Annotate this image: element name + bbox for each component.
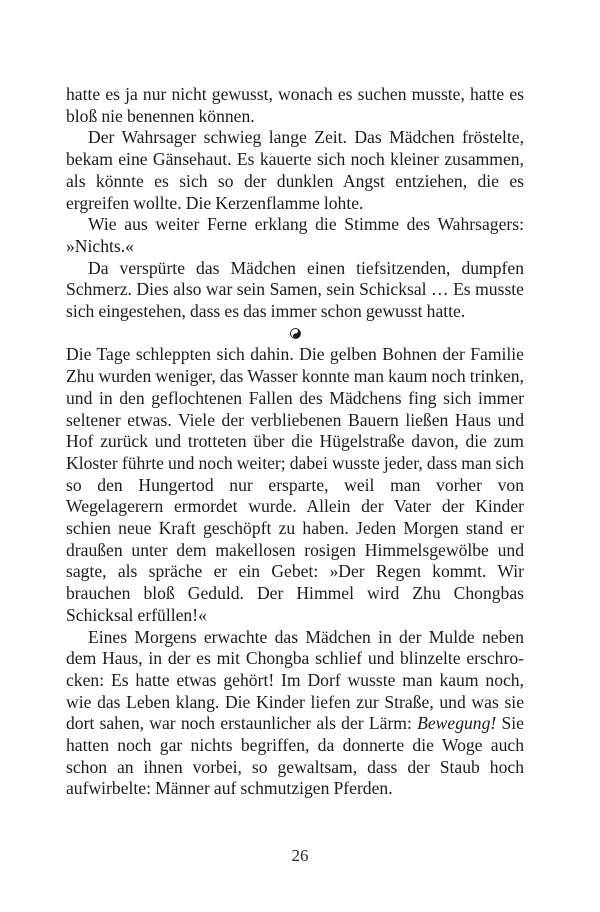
page-body xyxy=(66,84,524,800)
paragraph-tage: Die Tage schleppten sich dahin. Die gelben Bohnen der Familie Zhu wurden weniger, das Wasser konnte man kaum noch trinken, und in den geflochtenen Fallen des Mädchens fing sich immer seltener etwas. Viele der verbliebenen Bauern ließen Haus und Hof zurück und trotteten über die Hügelstraße davon, die zum Kloster führte und noch weiter; dabei wusste jeder, dass man sich so den Hungertod nur ersparte, weil man vorher von Wegelagerern ermordet wurde. Allein der Vater der Kinder schien neue Kraft geschöpft zu haben. Jeden Morgen stand er draußen unter dem makellosen rosigen Himmelsgewölbe und sagte, als spräche er ein Gebet: »Der Regen kommt. Wir brauchen bloß Geduld. Der Himmel wird Zhu Chongbas Schicksal erfüllen!« xyxy=(66,344,525,625)
paragraph-ferne: Wie aus weiter Ferne erklang die Stimme des Wahrsagers: »Nichts.« xyxy=(66,214,524,256)
emphasis-bewegung: Bewegung! xyxy=(417,713,497,734)
paragraph-schmerz: Da verspürte das Mädchen einen tiefsitzenden, dumpfen Schmerz. Dies also war sein Samen, sein Schicksal … Es musste sich eingestehen, dass es das immer schon gewusst hatte. xyxy=(66,257,524,322)
page-number: 26 xyxy=(291,846,309,865)
yin-yang-icon xyxy=(290,328,301,339)
paragraph-continuation: hatte es ja nur nicht gewusst, wonach es suchen musste, hatte es bloß nie benennen können. xyxy=(66,84,524,126)
paragraph-morgens-text-before: Eines Morgens erwachte das Mädchen in der Mulde neben dem Haus, in der es mit Chongba schlief und blinzelte erschrocken: Es hatte etwas gehört! Im Dorf wusste man kaum noch, wie das Leben klang. Die Kinder liefen zur Straße, und was sie dort sahen, war noch erstaunlicher als der Lärm: xyxy=(66,626,524,734)
section-break xyxy=(66,323,524,345)
paragraph-morgens-text-after: Sie hatten noch gar nichts begriffen, da donnerte die Woge auch schon an ihnen vorbei, so gewaltsam, dass der Staub hoch aufwirbelte: Männer auf schmutzigen Pferden. xyxy=(66,713,524,799)
paragraph-wahrsager-schwieg: Der Wahrsager schwieg lange Zeit. Das Mädchen fröstelte, bekam eine Gänsehaut. Es kauerte sich noch kleiner zusammen, als könnte es sich so der dunklen Angst entziehen, die es ergreifen wollte. Die Kerzenflamme lohte. xyxy=(66,127,524,213)
paragraph-morgens xyxy=(66,627,524,801)
